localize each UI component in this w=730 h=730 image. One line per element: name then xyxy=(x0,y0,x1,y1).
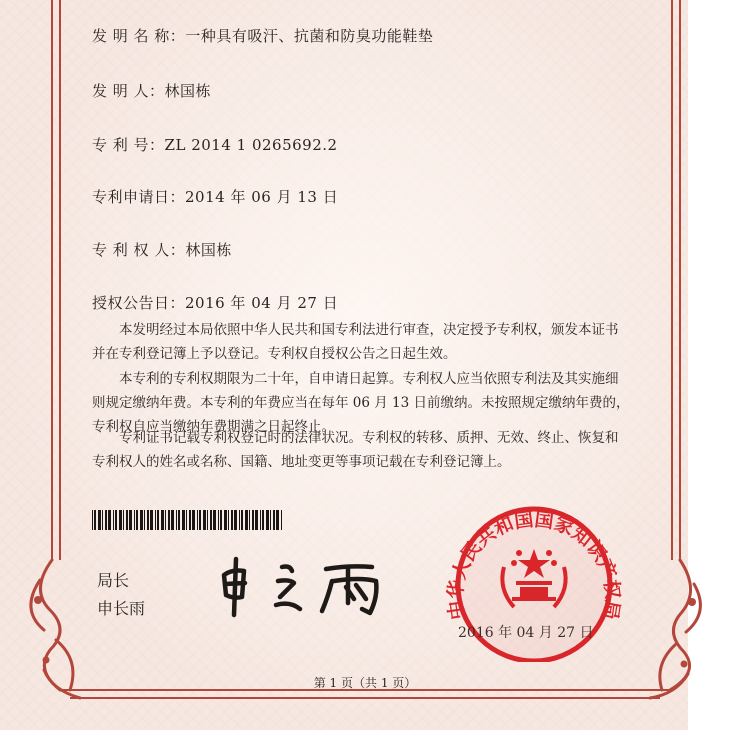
barcode-bar xyxy=(197,510,198,530)
barcode-bar xyxy=(155,510,156,530)
inventor-label: 发 明 人： xyxy=(92,82,165,100)
barcode-bar xyxy=(249,510,250,530)
barcode-bar xyxy=(186,510,187,530)
barcode-bar xyxy=(213,510,216,530)
barcode-bar xyxy=(220,510,222,530)
barcode-bar xyxy=(270,510,271,530)
patentee-value: 林国栋 xyxy=(185,241,232,259)
officer-name: 申长雨 xyxy=(97,599,146,618)
inventor-value: 林国栋 xyxy=(164,82,212,100)
barcode-bar xyxy=(245,510,248,530)
barcode-bar xyxy=(207,510,208,530)
barcode-bar xyxy=(144,510,145,530)
barcode-bar xyxy=(273,510,275,530)
barcode-bar xyxy=(113,510,114,530)
barcode-bar xyxy=(210,510,212,530)
barcode-bar xyxy=(281,510,282,530)
barcode-bar xyxy=(178,510,180,530)
barcode-bar xyxy=(102,510,103,530)
barcode-bar xyxy=(157,510,159,530)
barcode-bar xyxy=(105,510,107,530)
patent-number-label: 专 利 号： xyxy=(92,136,165,154)
barcode-bar xyxy=(199,510,201,530)
barcode-bar xyxy=(165,510,166,530)
barcode-bar xyxy=(266,510,269,530)
barcode xyxy=(92,510,284,530)
barcode-bar xyxy=(147,510,149,530)
paragraph-line: 并在专利登记簿上予以登记。专利权自授权公告之日起生效。 xyxy=(92,346,457,362)
invention-name-value: 一种具有吸汗、抗菌和防臭功能鞋垫 xyxy=(185,27,434,45)
application-date-field xyxy=(92,186,338,207)
patent-number-value: ZL 2014 1 0265692.2 xyxy=(164,136,338,154)
barcode-bar xyxy=(140,510,143,530)
barcode-bar xyxy=(136,510,138,530)
grant-date-label: 授权公告日： xyxy=(92,294,186,312)
barcode-bar xyxy=(168,510,170,530)
barcode-bar xyxy=(252,510,254,530)
barcode-bar xyxy=(94,510,96,530)
barcode-bar xyxy=(150,510,153,530)
barcode-bar xyxy=(98,510,101,530)
barcode-bar xyxy=(115,510,117,530)
paragraph-line: 则规定缴纳年费。本专利的年费应当在每年 06 月 13 日前缴纳。未按照规定缴纳年费的， xyxy=(92,395,630,411)
grant-date-value: 2016 年 04 月 27 日 xyxy=(185,294,339,312)
barcode-bar xyxy=(218,510,219,530)
application-date-label: 专利申请日： xyxy=(92,188,186,206)
barcode-bar xyxy=(134,510,135,530)
barcode-bar xyxy=(228,510,229,530)
officer-title: 局长 xyxy=(97,571,130,590)
seal-date: 2016 年 04 月 27 日 xyxy=(458,625,594,641)
barcode-bar xyxy=(255,510,258,530)
barcode-bar xyxy=(176,510,177,530)
barcode-bar xyxy=(92,510,93,530)
barcode-bar xyxy=(234,510,237,530)
application-date-value: 2014 年 06 月 13 日 xyxy=(185,188,339,206)
invention-name-label: 发 明 名 称： xyxy=(92,27,186,45)
paragraph-line: 专利权人的姓名或名称、国籍、地址变更等事项记载在专利登记簿上。 xyxy=(92,454,511,470)
barcode-bar xyxy=(262,510,264,530)
paragraph-line: 本发明经过本局依照中华人民共和国专利法进行审查，决定授予专利权，颁发本证书 xyxy=(119,322,619,338)
barcode-bar xyxy=(161,510,164,530)
barcode-bar xyxy=(123,510,124,530)
inventor-field xyxy=(92,80,211,101)
barcode-bar xyxy=(231,510,233,530)
paragraph-line: 本专利的专利权期限为二十年，自申请日起算。专利权人应当依照专利法及其实施细 xyxy=(119,371,619,387)
handwritten-signature xyxy=(210,553,395,623)
barcode-bar xyxy=(192,510,195,530)
barcode-bar xyxy=(171,510,174,530)
patentee-label: 专 利 权 人： xyxy=(92,241,186,259)
patentee-field xyxy=(92,239,232,260)
barcode-bar xyxy=(182,510,185,530)
patent-number-field xyxy=(92,134,338,155)
page-footer: 第 1 页（共 1 页） xyxy=(313,676,417,690)
barcode-bar xyxy=(189,510,191,530)
barcode-bar xyxy=(126,510,128,530)
page-edge xyxy=(688,0,730,730)
paragraph-line: 专利权自应当缴纳年费期满之日起终止。 xyxy=(92,419,335,435)
barcode-bar xyxy=(260,510,261,530)
grant-date-field xyxy=(92,292,338,313)
barcode-bar xyxy=(224,510,227,530)
svg-text:中华人民共和国国家知识产权局: 中华人民共和国国家知识产权局 xyxy=(444,508,624,622)
barcode-bar xyxy=(108,510,111,530)
invention-name-field xyxy=(92,25,433,46)
barcode-bar xyxy=(239,510,240,530)
barcode-bar xyxy=(203,510,206,530)
paragraph-3 xyxy=(92,426,652,474)
barcode-bar xyxy=(241,510,243,530)
barcode-bar xyxy=(119,510,122,530)
barcode-bar xyxy=(129,510,132,530)
barcode-bar xyxy=(276,510,279,530)
paragraph-line: 专利证书记载专利权登记时的法律状况。专利权的转移、质押、无效、终止、恢复和 xyxy=(119,430,619,446)
paragraph-1 xyxy=(92,318,652,366)
